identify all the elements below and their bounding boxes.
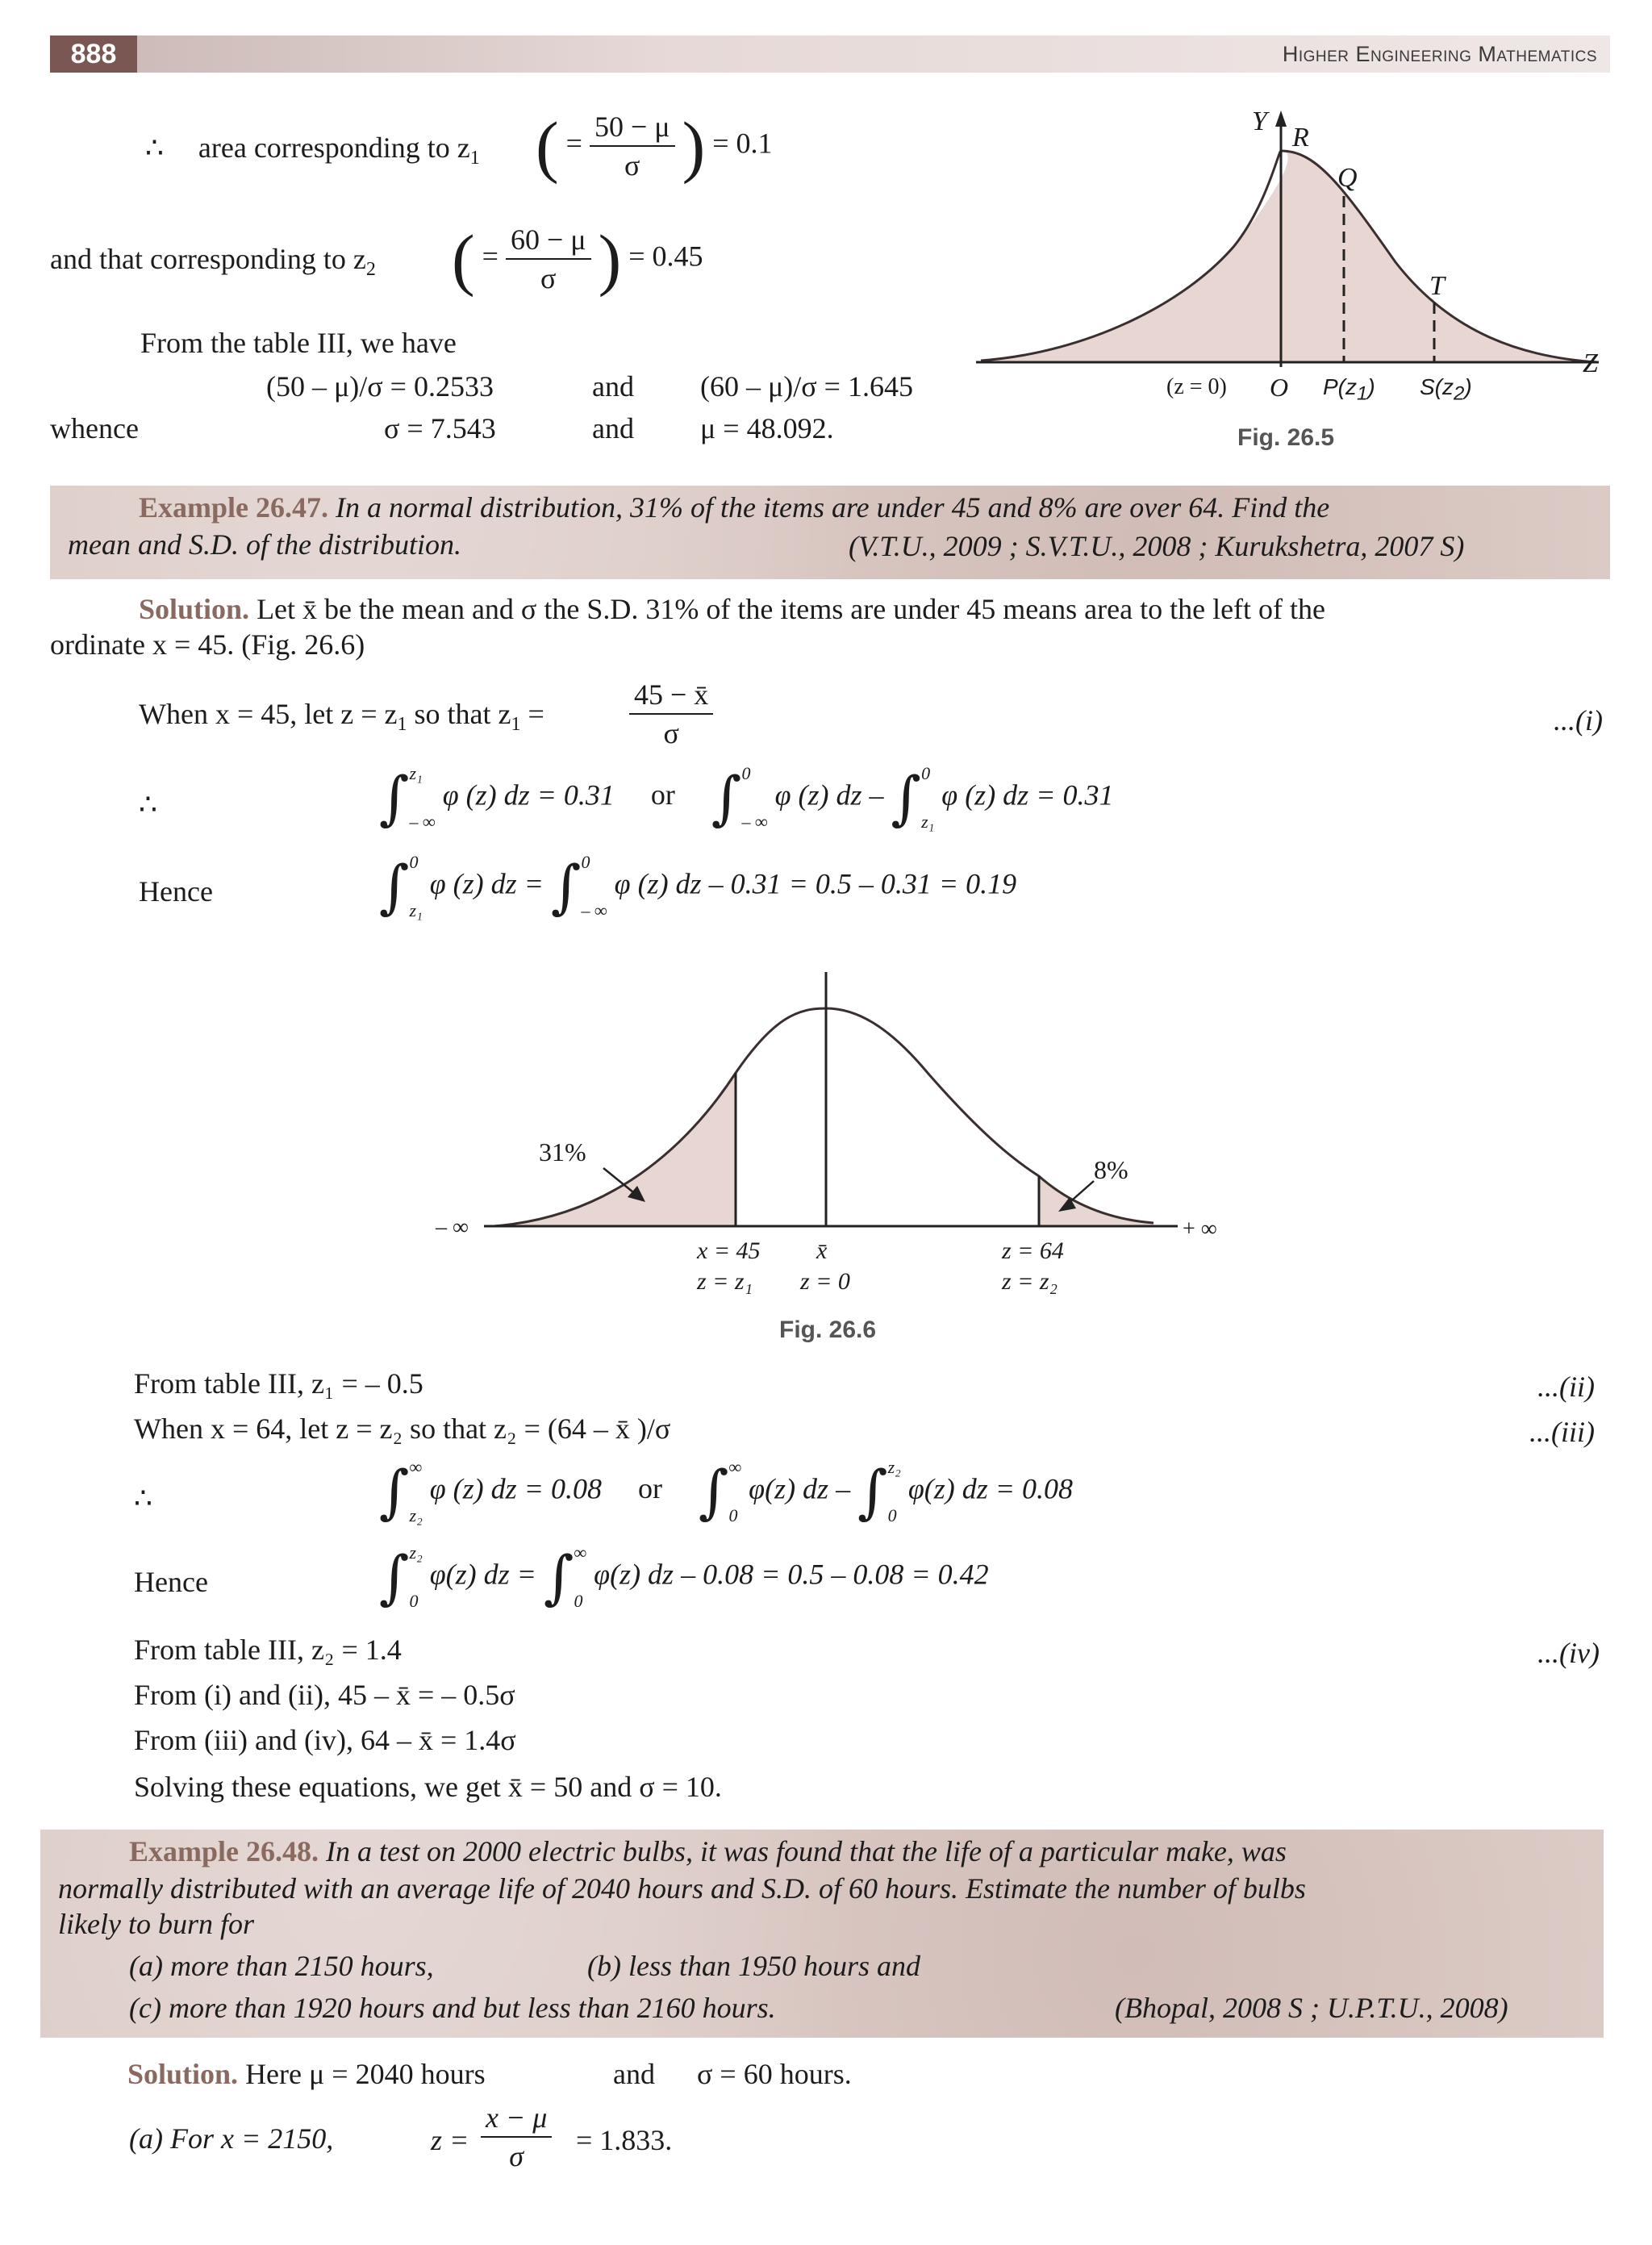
integral-line-4: ∫ z₂ 0 φ(z) dz = ∫ ∞ 0 φ(z) dz – 0.08 = 0.5 – 0.08 = 0.42 bbox=[379, 1542, 989, 1611]
fig265-caption: Fig. 26.5 bbox=[1237, 424, 1335, 451]
area-z1-fraction: ( = $\frac{50 - \mu}{\sigma}$ ) = 0.1 bbox=[536, 107, 773, 185]
from-iii-iv-line: From (iii) and (iv), 64 – x̄ = 1.4σ bbox=[134, 1724, 516, 1756]
fig265-label-t: T bbox=[1429, 271, 1445, 301]
area-z2-line bbox=[50, 242, 376, 281]
part-a-z-eq: z = bbox=[431, 2124, 469, 2156]
eq1-right: (60 – μ)/σ = 1.645 bbox=[700, 370, 913, 403]
solution-48-line1 bbox=[127, 2057, 486, 2091]
solution-heading: Solution. bbox=[127, 2058, 239, 2090]
table-line: From the table III, we have bbox=[140, 327, 457, 359]
example-26-47-text2: mean and S.D. of the distribution. bbox=[68, 528, 461, 561]
example-26-47-text1: In a normal distribution, 31% of the items are under 45 and 8% are over 64. Find the bbox=[336, 491, 1330, 524]
ref-iv: ...(iv) bbox=[1537, 1637, 1600, 1669]
example-26-48-item-a: (a) more than 2150 hours, bbox=[129, 1950, 434, 1982]
eq2-right: μ = 48.092. bbox=[700, 412, 834, 444]
solution-47-text2: ordinate x = 45. (Fig. 26.6) bbox=[50, 628, 365, 661]
label-minus-infinity: – ∞ bbox=[436, 1215, 469, 1240]
when-x64-line: When x = 64, let z = z₂ so that z₂ = (64 – x̄ )/σ bbox=[134, 1413, 671, 1445]
eq2-and: and bbox=[592, 412, 634, 444]
solution-48-mu: Here μ = 2040 hours bbox=[245, 2058, 486, 2090]
fig265-label-s: $S(z_2)$ bbox=[1420, 374, 1472, 405]
label-z-z1: z = z₁ bbox=[697, 1268, 753, 1295]
whence-label: whence bbox=[50, 412, 139, 444]
table-z2-line: From table III, z₂ = 1.4 bbox=[134, 1634, 402, 1666]
z1-sub: 1 bbox=[469, 148, 480, 169]
example-26-48-item-b: (b) less than 1950 hours and bbox=[587, 1950, 920, 1982]
fig265-label-z: Z bbox=[1583, 348, 1598, 378]
fraction-numerator: 60 − μ bbox=[506, 223, 591, 260]
label-z-z2: z = z₂ bbox=[1002, 1268, 1058, 1295]
solving-line: Solving these equations, we get x̄ = 50 and σ = 10. bbox=[134, 1771, 722, 1803]
part-a-line: (a) For x = 2150, bbox=[129, 2122, 334, 2155]
example-26-48-text1: In a test on 2000 electric bulbs, it was found that the life of a particular make, was bbox=[326, 1835, 1287, 1867]
example-26-47-source: (V.T.U., 2009 ; S.V.T.U., 2008 ; Kurukshetra, 2007 S) bbox=[849, 530, 1465, 562]
label-31pct: 31% bbox=[539, 1137, 586, 1166]
solution-47-line1 bbox=[139, 592, 1325, 626]
solution-heading: Solution. bbox=[139, 593, 250, 625]
label-8pct: 8% bbox=[1094, 1155, 1128, 1184]
integral-line-1: ∫ z₁ – ∞ φ (z) dz = 0.31 or ∫ 0 – ∞ φ (z) dz – ∫ 0 z₁ φ (z) dz = 0.31 bbox=[379, 763, 1114, 832]
table-z1-line: From table III, z₁ = – 0.5 bbox=[134, 1367, 423, 1400]
page-number: 888 bbox=[50, 35, 137, 73]
ref-ii: ...(ii) bbox=[1537, 1371, 1595, 1403]
fraction-60-mu bbox=[506, 223, 591, 295]
example-26-48-text2: normally distributed with an average life of 2040 hours and S.D. of 60 hours. Estimate the number of bulbs bbox=[58, 1872, 1306, 1905]
equals-sign: = bbox=[482, 240, 499, 273]
normal-curve-area bbox=[981, 151, 1597, 362]
part-a-result: = 1.833. bbox=[576, 2124, 673, 2156]
part-a-fraction bbox=[481, 2101, 552, 2173]
example-26-47-heading: Example 26.47. bbox=[139, 491, 329, 524]
example-26-48-source: (Bhopal, 2008 S ; U.P.T.U., 2008) bbox=[1115, 1992, 1508, 2024]
z2-sub: 2 bbox=[365, 259, 376, 281]
therefore-symbol: ∴ bbox=[145, 131, 164, 164]
example-26-48-line1 bbox=[129, 1834, 1287, 1868]
ref-iii: ...(iii) bbox=[1529, 1416, 1595, 1448]
fig265-label-o: O bbox=[1270, 373, 1289, 402]
fraction-45-xbar bbox=[629, 678, 713, 750]
solution-48-and: and bbox=[613, 2058, 655, 2090]
eq1-and: and bbox=[592, 370, 634, 403]
figure-26-6 bbox=[436, 960, 1226, 1250]
example-26-48-item-c: (c) more than 1920 hours and but less than 2160 hours. bbox=[129, 1992, 776, 2024]
fraction-50-mu bbox=[590, 110, 675, 182]
label-z0: z = 0 bbox=[800, 1268, 850, 1295]
area-z2-fraction: ( = $\frac{60 - \mu}{\sigma}$ ) = 0.45 bbox=[452, 220, 703, 298]
solution-48-sigma: σ = 60 hours. bbox=[697, 2058, 852, 2090]
equals-sign: = bbox=[565, 127, 582, 160]
therefore-symbol-2: ∴ bbox=[134, 1482, 152, 1514]
when-x45-line: When x = 45, let $z = z_1$ so that $z_1$ = bbox=[139, 698, 544, 736]
fraction-denominator: σ bbox=[540, 262, 557, 294]
fig266-caption: Fig. 26.6 bbox=[779, 1317, 877, 1343]
fig265-label-y: Y bbox=[1252, 106, 1267, 136]
label-x45: x = 45 bbox=[697, 1237, 761, 1264]
area-z1-line bbox=[145, 131, 480, 169]
eq2-left: σ = 7.543 bbox=[384, 412, 496, 444]
from-i-ii-line: From (i) and (ii), 45 – x̄ = – 0.5σ bbox=[134, 1679, 515, 1711]
running-head: Higher Engineering Mathematics bbox=[1282, 42, 1597, 66]
therefore-symbol: ∴ bbox=[139, 788, 157, 820]
fraction-numerator: x − μ bbox=[481, 2101, 552, 2138]
fig265-label-z0: (z = 0) bbox=[1166, 374, 1227, 399]
solution-47-text1: Let x̄ be the mean and σ the S.D. 31% of the items are under 45 means area to the left of the bbox=[257, 593, 1326, 625]
area-z2-value: = 0.45 bbox=[628, 240, 703, 273]
example-26-48-heading: Example 26.48. bbox=[129, 1835, 319, 1867]
fig265-label-q: Q bbox=[1337, 163, 1358, 193]
label-plus-infinity: + ∞ bbox=[1183, 1216, 1217, 1241]
hence-label: Hence bbox=[139, 875, 213, 908]
fraction-denominator: σ bbox=[624, 149, 640, 182]
fraction-numerator: 45 − x̄ bbox=[629, 678, 713, 715]
fig265-label-r: R bbox=[1292, 123, 1309, 152]
eq1-left: (50 – μ)/σ = 0.2533 bbox=[266, 370, 494, 403]
label-xbar: x̄ bbox=[816, 1237, 828, 1264]
left-tail-31pct bbox=[494, 1073, 736, 1226]
ref-i: ...(i) bbox=[1554, 704, 1603, 737]
label-z64: z = 64 bbox=[1002, 1237, 1064, 1264]
area-z1-lead: area corresponding to z bbox=[198, 131, 470, 164]
area-z2-lead: and that corresponding to z bbox=[50, 243, 366, 275]
fig265-label-p: $P(z_1)$ bbox=[1323, 374, 1375, 405]
fraction-numerator: 50 − μ bbox=[590, 110, 675, 147]
fraction-denominator: σ bbox=[663, 717, 679, 749]
example-26-48-text3: likely to burn for bbox=[58, 1908, 254, 1940]
hence-label-2: Hence bbox=[134, 1566, 208, 1598]
integral-line-3: ∫ ∞ z₂ φ (z) dz = 0.08 or ∫ ∞ 0 φ(z) dz – ∫ z₂ 0 φ(z) dz = 0.08 bbox=[379, 1457, 1074, 1525]
area-z1-value: = 0.1 bbox=[712, 127, 773, 160]
fraction-denominator: σ bbox=[509, 2140, 524, 2172]
example-26-47-line1 bbox=[139, 490, 1329, 524]
y-axis-arrow bbox=[1275, 111, 1287, 127]
integral-line-2: ∫ 0 z₁ φ (z) dz = ∫ 0 – ∞ φ (z) dz – 0.31 = 0.5 – 0.31 = 0.19 bbox=[379, 852, 1017, 920]
